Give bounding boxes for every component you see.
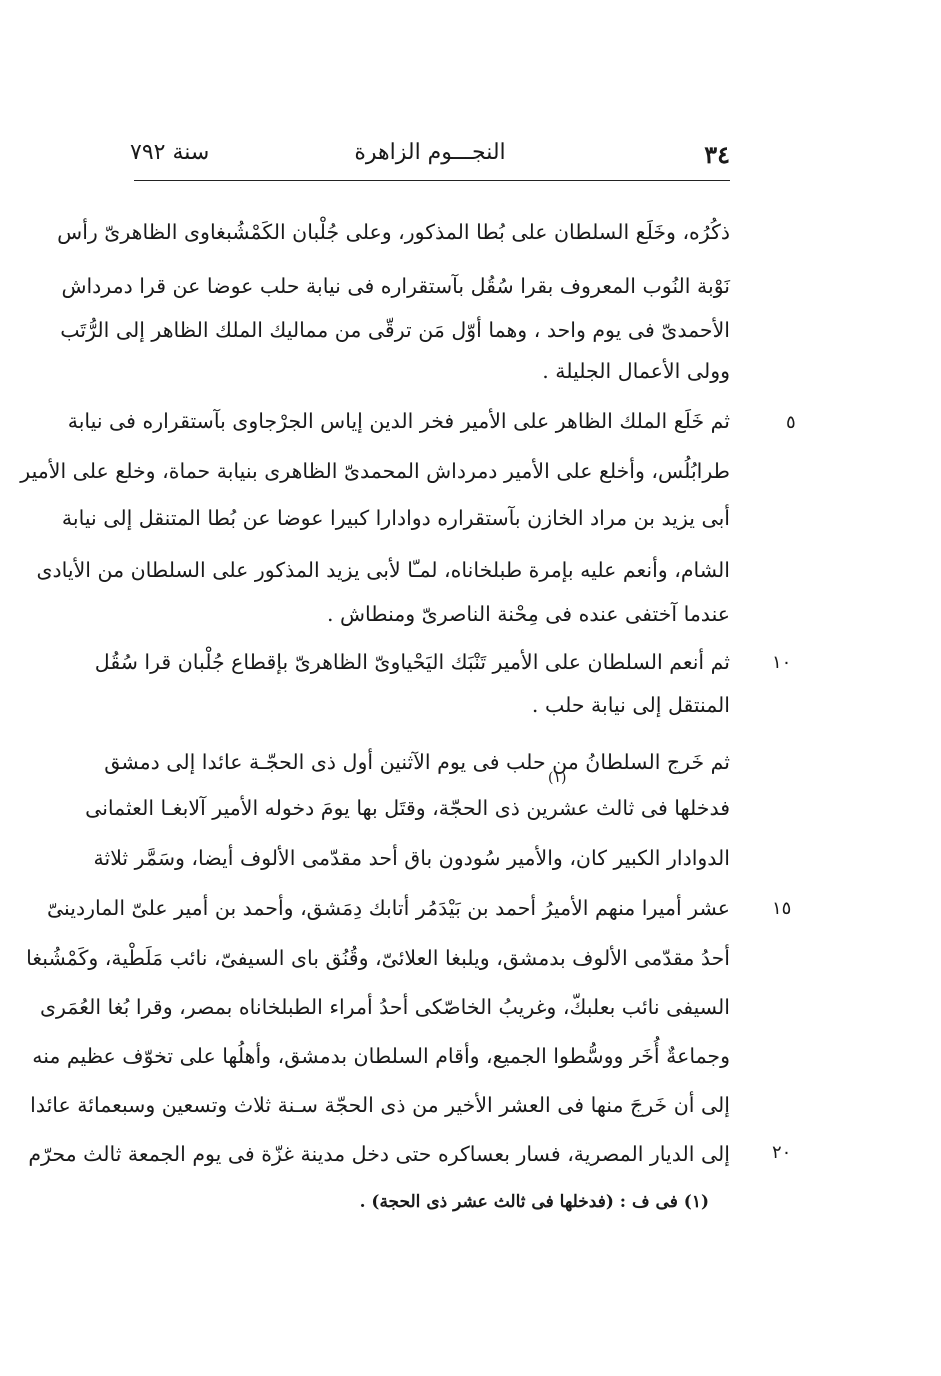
footnote: (١) فى ف : (فدخلها فى ثالث عشر ذى الحجة) . bbox=[359, 1192, 709, 1212]
text-line: السيفى نائب بعلبكّ، وغريبُ الخاصّكى أحدُ أمراء الطبلخاناه بمصر، وقرا بُغا العُمَرى bbox=[39, 995, 730, 1019]
text-line: وولى الأعمال الجليلة . bbox=[542, 359, 730, 383]
margin-line-number: ٥ bbox=[786, 412, 796, 433]
page-number: ٣٤ bbox=[704, 140, 730, 169]
text-line: الدوادار الكبير كان، والأمير سُودون باق أحد مقدّمى الألوف أيضا، وسَمَّر ثلاثة bbox=[93, 846, 730, 870]
text-line: عندما آختفى عنده فى مِحْنة الناصرىّ ومنطاش . bbox=[326, 602, 730, 626]
text-line: ثم خَلَع الملك الظاهر على الأمير فخر الدين إياس الجرْجاوى بآستقراره فى نيابة bbox=[67, 409, 730, 433]
text-line: أبى يزيد بن مراد الخازن بآستقراره دوادارا كبيرا عوضا عن بُطا المتنقل إلى نيابة bbox=[61, 506, 730, 530]
margin-line-number: ٢٠ bbox=[772, 1142, 792, 1163]
text-line: أحدُ مقدّمى الألوف بدمشق، ويلبغا العلائىّ، وقُنُق باى السيفىّ، نائب مَلَطْية، وكَمْشُبغا bbox=[26, 946, 730, 970]
running-title: النجـــوم الزاهرة bbox=[354, 140, 506, 165]
text-line: الشام، وأنعم عليه بإمرة طبلخاناه، لمـّا لأبى يزيد المذكور على السلطان من الأيادى bbox=[36, 558, 730, 582]
text-line: ثم خَرج السلطانُ من حلب فى يوم الآثنين أول ذى الحجّـة عائدا إلى دمشق bbox=[104, 750, 730, 774]
text-line: إلى الديار المصرية، فسار بعساكره حتى دخل مدينة غزّة فى يوم الجمعة ثالث محرّم bbox=[28, 1142, 730, 1166]
year-label: سنة ٧٩٢ bbox=[130, 140, 210, 165]
margin-line-number: ١٥ bbox=[772, 898, 792, 919]
text-line: وجماعةٌ أُخَر ووسُّطوا الجميع، وأقام السلطان بدمشق، وأهلُها على تخوّف عظيم منه bbox=[32, 1044, 730, 1068]
text-line: ذكُرُه، وخَلَع السلطان على بُطا المذكور، وعلى جُلْبان الكَمْشُبغاوى الظاهرىّ رأس bbox=[57, 220, 730, 244]
text-line: فدخلها فى ثالث عشرين ذى الحجّة، وقتَل بها يومَ دخوله الأمير آلابغـا العثمانى bbox=[85, 796, 730, 820]
text-line: المنتقل إلى نيابة حلب . bbox=[531, 693, 730, 717]
page-header bbox=[130, 140, 730, 176]
text-line: إلى أن خَرجَ منها فى العشر الأخير من ذى الحجّة سـنة ثلاث وتسعين وسبعمائة عائدا bbox=[30, 1093, 730, 1117]
header-rule bbox=[134, 180, 730, 181]
margin-line-number: ١٠ bbox=[772, 652, 792, 673]
footnote-marker: (١) bbox=[548, 770, 567, 786]
text-line: عشر أميرا منهم الأميرُ أحمد بن بَيْدَمُر أتابك دِمَشق، وأحمد بن أمير علىّ الماردينىّ bbox=[46, 896, 730, 920]
text-line: نَوْبة النُوب المعروف بقرا سُقُل بآستقراره فى نيابة حلب عوضا عن قرا دمرداش bbox=[61, 274, 730, 298]
text-line: الأحمدىّ فى يوم واحد ، وهما أوّل مَن ترقّى من مماليك الملك الظاهر إلى الرُّتَب bbox=[60, 318, 730, 342]
text-line: ثم أنعم السلطان على الأمير تَنْبَك اليَحْياوىّ الظاهرىّ بإقطاع جُلْبان قرا سُقُل bbox=[94, 650, 730, 674]
text-line: طرابُلُس، وأخلع على الأمير دمرداش المحمدىّ الظاهرى بنيابة حماة، وخلع على الأمير bbox=[20, 459, 730, 483]
